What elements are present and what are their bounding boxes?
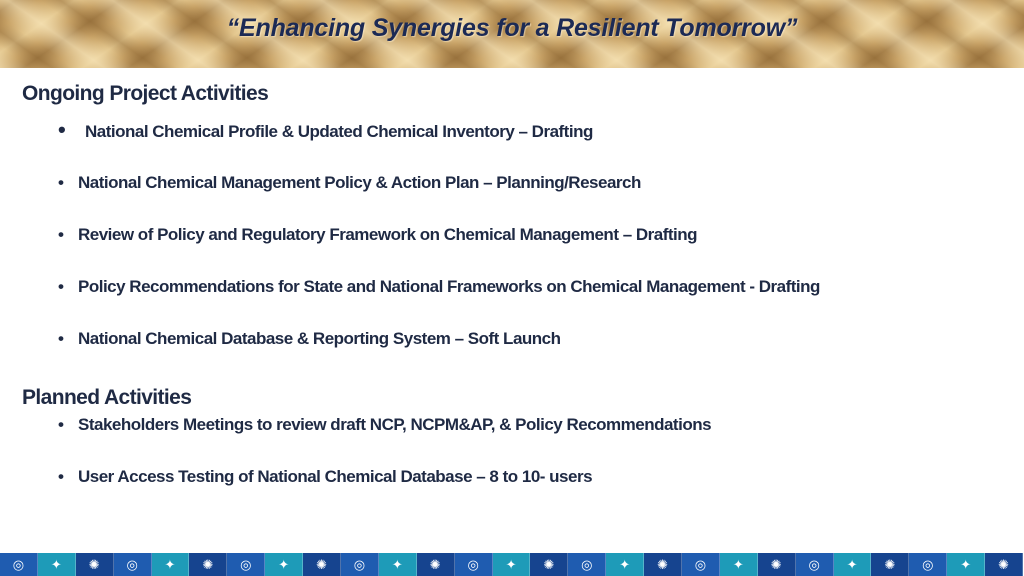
bullet-icon: •: [58, 173, 64, 192]
list-item: [58, 225, 697, 245]
emblem-icon: ✺: [189, 553, 227, 576]
bullet-icon: •: [58, 225, 64, 244]
list-item-text: National Chemical Profile & Updated Chemical Inventory – Drafting: [85, 122, 593, 141]
list-item: [58, 329, 561, 349]
plant-icon: ✦: [38, 553, 76, 576]
emblem-icon: ✺: [871, 553, 909, 576]
swirl-icon: ◎: [341, 553, 379, 576]
woven-banner: [0, 0, 1024, 68]
swirl-icon: ◎: [909, 553, 947, 576]
swirl-icon: ◎: [114, 553, 152, 576]
plant-icon: ✦: [720, 553, 758, 576]
banner-title: “Enhancing Synergies for a Resilient Tomorrow”: [226, 14, 798, 42]
footer-decorative-strip: [0, 553, 1024, 576]
emblem-icon: ✺: [644, 553, 682, 576]
list-item: [58, 277, 820, 297]
swirl-icon: ◎: [227, 553, 265, 576]
emblem-icon: ✺: [417, 553, 455, 576]
list-item-text: User Access Testing of National Chemical Database – 8 to 10- users: [78, 467, 593, 486]
plant-icon: ✦: [834, 553, 872, 576]
list-item: [58, 173, 641, 193]
plant-icon: ✦: [379, 553, 417, 576]
bullet-icon: •: [58, 277, 64, 296]
ongoing-heading: Ongoing Project Activities: [22, 82, 269, 105]
bullet-icon: •: [58, 117, 66, 142]
swirl-icon: ◎: [568, 553, 606, 576]
emblem-icon: ✺: [985, 553, 1023, 576]
bullet-icon: •: [58, 415, 64, 434]
swirl-icon: ◎: [0, 553, 38, 576]
bullet-icon: •: [58, 329, 64, 348]
plant-icon: ✦: [152, 553, 190, 576]
list-item: [58, 467, 592, 487]
swirl-icon: ◎: [682, 553, 720, 576]
emblem-icon: ✺: [76, 553, 114, 576]
list-item-text: National Chemical Management Policy & Action Plan – Planning/Research: [78, 173, 641, 192]
emblem-icon: ✺: [758, 553, 796, 576]
list-item-text: Stakeholders Meetings to review draft NCP, NCPM&AP, & Policy Recommendations: [78, 415, 712, 434]
plant-icon: ✦: [493, 553, 531, 576]
plant-icon: ✦: [606, 553, 644, 576]
emblem-icon: ✺: [530, 553, 568, 576]
plant-icon: ✦: [947, 553, 985, 576]
swirl-icon: ◎: [796, 553, 834, 576]
list-item: [58, 415, 711, 435]
planned-heading: Planned Activities: [22, 386, 192, 409]
emblem-icon: ✺: [303, 553, 341, 576]
list-item-text: Policy Recommendations for State and National Frameworks on Chemical Management - Drafting: [78, 277, 820, 296]
plant-icon: ✦: [265, 553, 303, 576]
swirl-icon: ◎: [455, 553, 493, 576]
list-item: [58, 117, 593, 143]
list-item-text: National Chemical Database & Reporting System – Soft Launch: [78, 329, 561, 348]
bullet-icon: •: [58, 467, 64, 486]
list-item-text: Review of Policy and Regulatory Framework on Chemical Management – Drafting: [78, 225, 698, 244]
